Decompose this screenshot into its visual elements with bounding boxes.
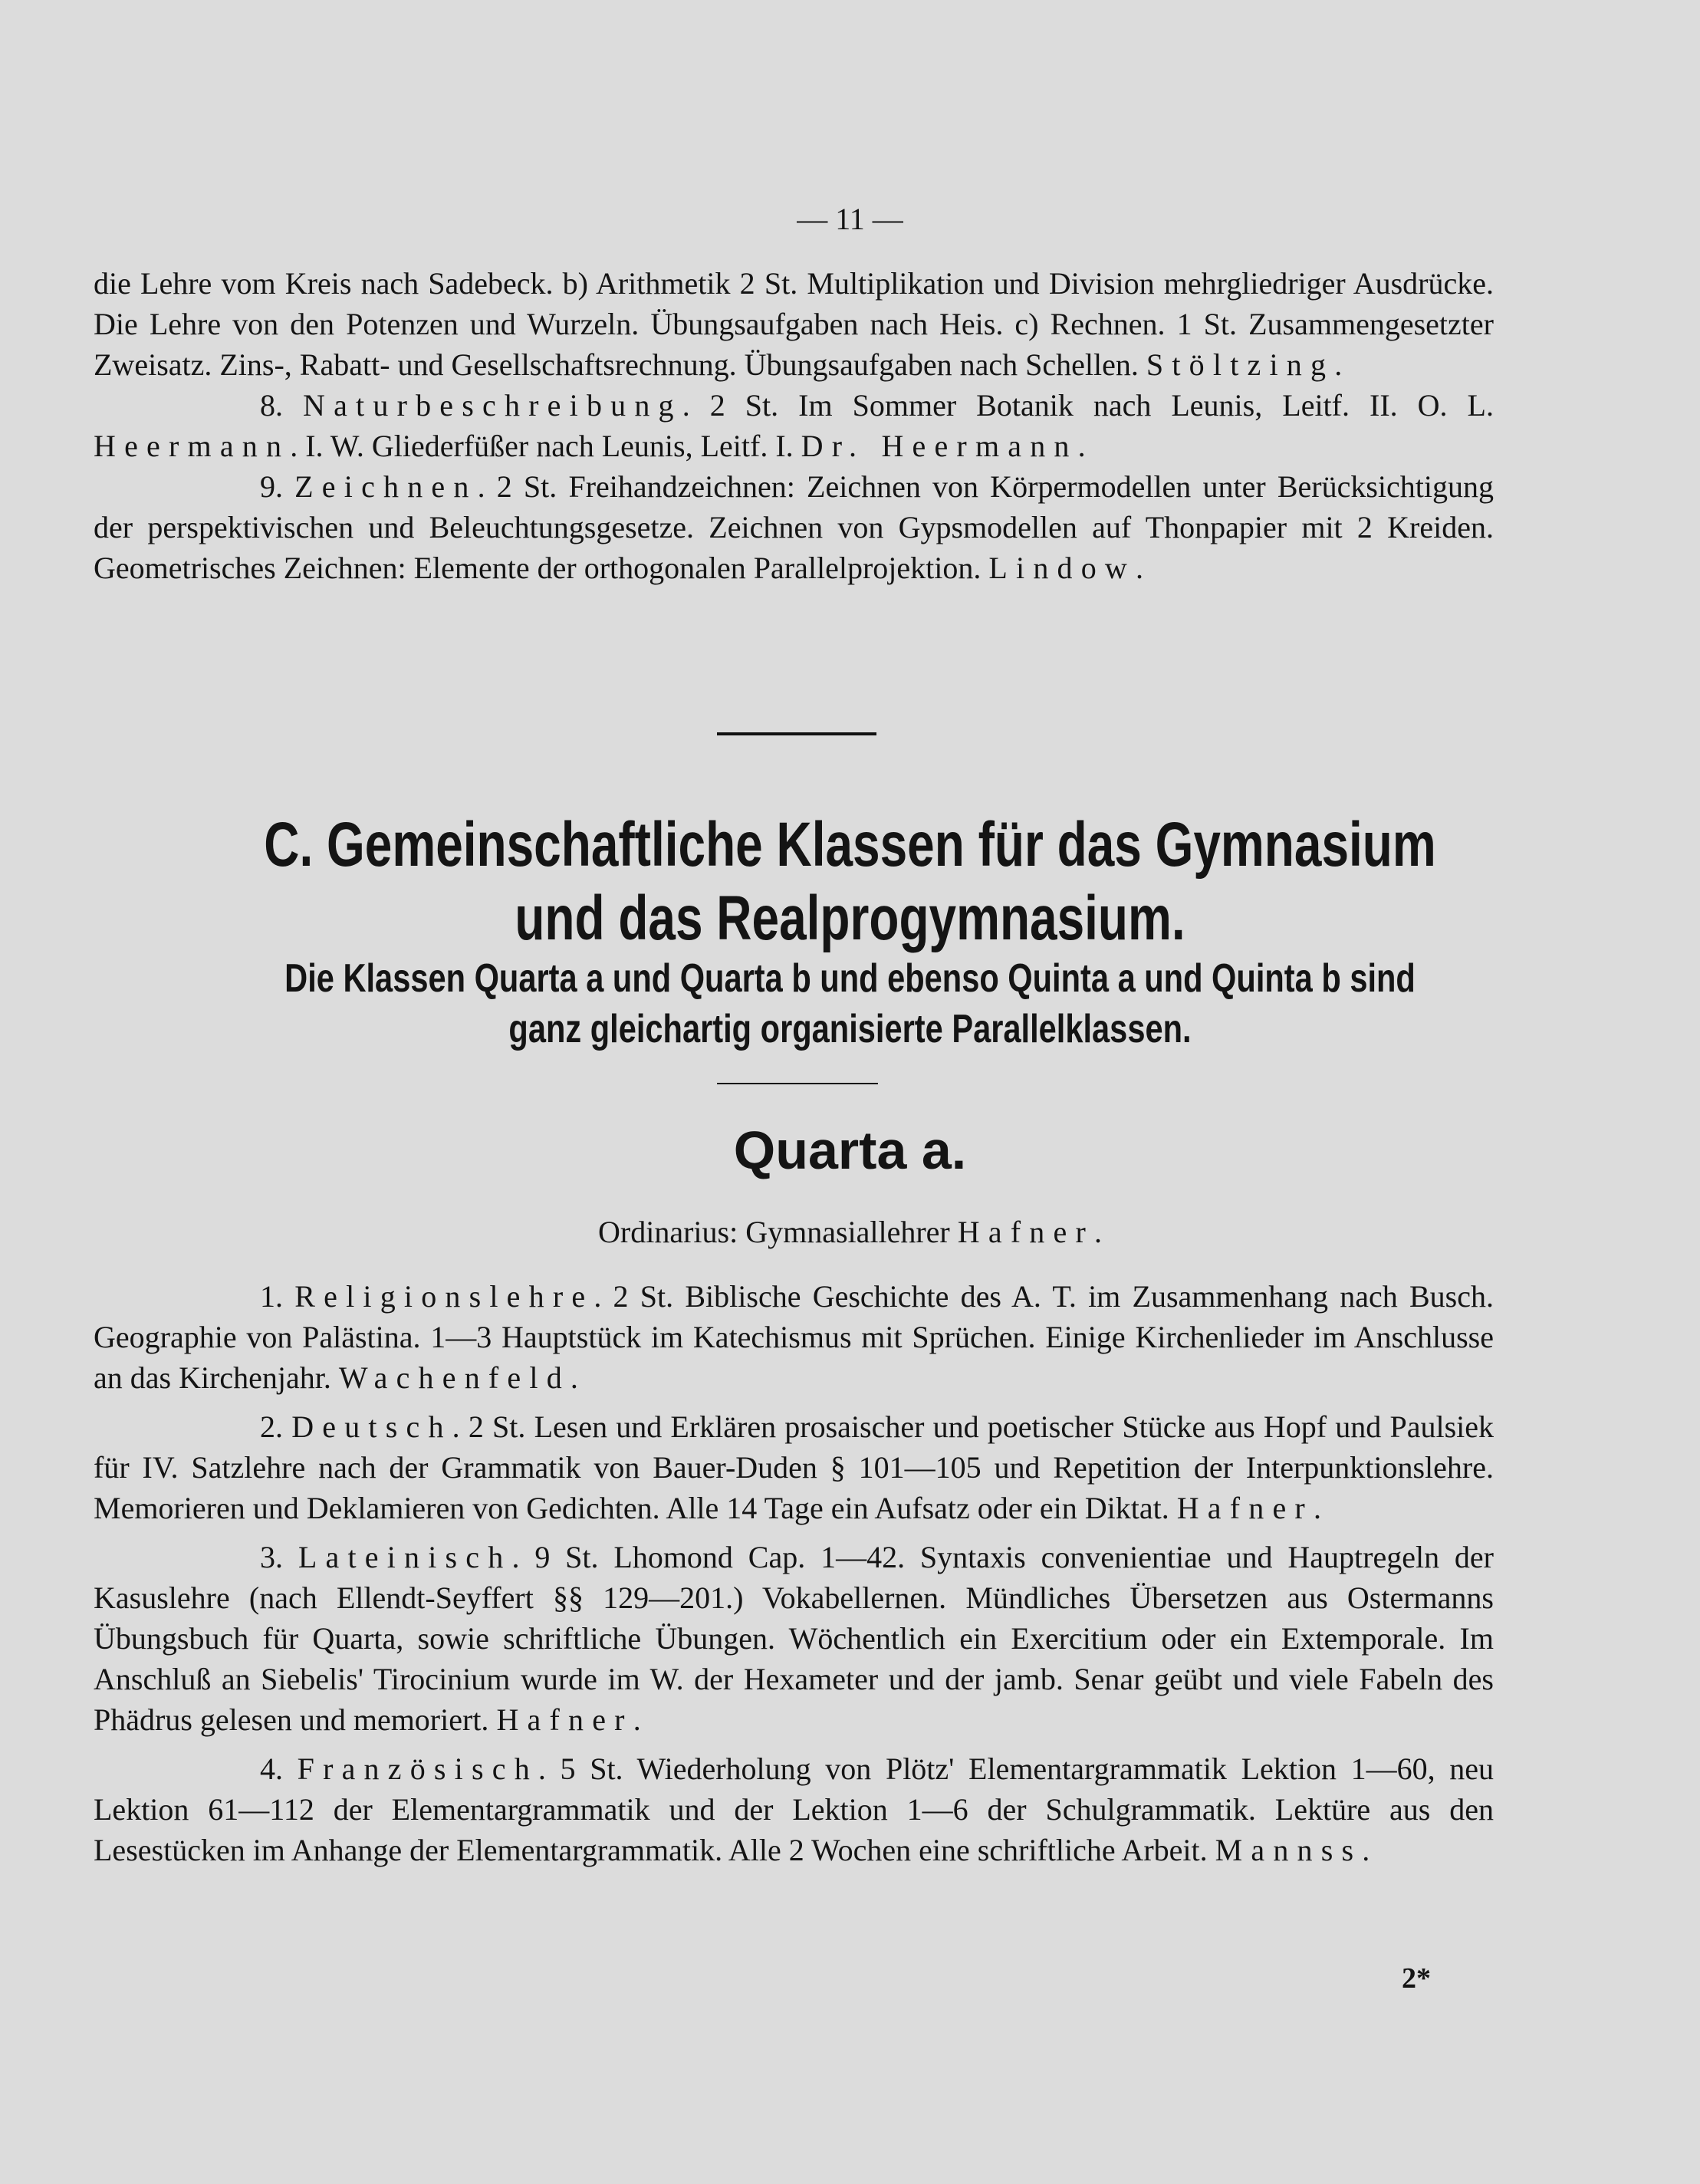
- section-subheading-line2: ganz gleichartig organisierte Parallelklassen.: [508, 1007, 1192, 1051]
- paragraph-text: . 5 St. Wiederholung von Plötz' Elementargrammatik Lektion 1—60, neu Lektion 61—112 der Elementargrammatik und der Lektion 1—6 der Schulgrammatik. Lektüre aus den Lesestücken im Anhange der Elementargrammatik. Alle 2 Wochen eine schriftliche Arbeit.: [94, 1751, 1494, 1867]
- paragraph-text: 8.: [260, 388, 304, 423]
- text-block-upper: [94, 263, 1494, 588]
- spaced-name: Zeichnen: [294, 469, 478, 504]
- class-title: Quarta a.: [733, 1120, 967, 1180]
- paragraph-text: 9.: [260, 469, 295, 504]
- paragraph: [94, 466, 1494, 588]
- section-subheading-line1: Die Klassen Quarta a und Quarta b und ebenso Quinta a und Quinta b sind: [284, 956, 1416, 1001]
- paragraph-text: . 2 St. Biblische Geschichte des A. T. im Zusammenhang nach Busch. Geographie von Palästina. 1—3 Hauptstück im Katechismus mit Sprüchen. Einige Kirchenlieder im Anschlusse an das Kirchenjahr.: [94, 1279, 1494, 1395]
- spaced-name: Mannss: [1215, 1833, 1363, 1867]
- paragraph-text: 2.: [260, 1409, 292, 1444]
- paragraph: [94, 1748, 1494, 1870]
- spaced-name: Heermann: [94, 429, 291, 463]
- paragraph-text: 1.: [260, 1279, 295, 1314]
- ordinarius-name: Hafner: [957, 1215, 1094, 1249]
- paragraph-text: . 9 St. Lhomond Cap. 1—42. Syntaxis convenientiae und Hauptregeln der Kasuslehre (nach Ellendt-Seyffert §§ 129—201.) Vokabellernen. Mündliches Übersetzen aus Ostermanns Übungsbuch für Quarta, sowie schriftliche Übungen. Wöchentlich ein Exercitium oder ein Extemporale. Im Anschluß an Siebelis' Tirocinium wurde im W. der Hexameter und der jamb. Senar geübt und viele Fabeln des Phädrus gelesen und memoriert.: [94, 1540, 1494, 1737]
- paragraph-text: .: [1077, 429, 1086, 463]
- paragraph: [94, 1276, 1494, 1398]
- spaced-name: Stöltzing: [1146, 347, 1335, 382]
- spaced-name: Dr. Heermann: [801, 429, 1078, 463]
- section-heading-line1: C. Gemeinschaftliche Klassen für das Gymnasium: [264, 810, 1436, 880]
- paragraph: [94, 263, 1494, 385]
- signature-mark: 2*: [1402, 1962, 1431, 1995]
- paragraph: [94, 1406, 1494, 1528]
- paragraph-text: .: [570, 1360, 578, 1395]
- spaced-name: Hafner: [496, 1702, 633, 1737]
- separator-rule: [717, 732, 876, 735]
- paragraph-text: . 2 St. Freihandzeichnen: Zeichnen von Körpermodellen unter Berücksichtigung der perspektivischen und Beleuchtungsgesetze. Zeichnen von Gypsmodellen auf Thonpapier mit 2 Kreiden. Geometrisches Zeichnen: Elemente der orthogonalen Parallelprojektion.: [94, 469, 1494, 585]
- paragraph-text: . 2 St. Im Sommer Botanik nach Leunis, Leitf. II. O. L.: [682, 388, 1494, 423]
- paragraph-text: 3.: [260, 1540, 298, 1574]
- section-heading-line2: und das Realprogymnasium.: [515, 883, 1185, 953]
- paragraph-text: . 2 St. Lesen und Erklären prosaischer und poetischer Stücke aus Hopf und Paulsiek für IV. Satzlehre nach der Grammatik von Bauer-Duden § 101—105 und Repetition der Interpunktionslehre. Memorieren und Deklamieren von Gedichten. Alle 14 Tage ein Aufsatz oder ein Diktat.: [94, 1409, 1494, 1525]
- page-number: — 11 —: [797, 202, 903, 236]
- paragraph-text: .: [1334, 347, 1343, 382]
- paragraph-text: 4.: [260, 1751, 298, 1786]
- paragraph: [94, 1537, 1494, 1740]
- paragraph-text: .: [1313, 1491, 1321, 1525]
- spaced-name: Naturbeschreibung: [303, 388, 682, 423]
- spaced-name: Französisch: [297, 1751, 538, 1786]
- paragraph-text: .: [1136, 551, 1144, 585]
- text-block-quarta: [94, 1276, 1494, 1870]
- spaced-name: Religionslehre: [294, 1279, 594, 1314]
- ordinarius-line: [0, 1214, 1700, 1250]
- spaced-name: Lateinisch: [298, 1540, 512, 1574]
- spaced-name: Lindow: [988, 551, 1136, 585]
- spaced-name: Deutsch: [291, 1409, 452, 1444]
- spaced-name: Wachenfeld: [338, 1360, 571, 1395]
- spaced-name: Hafner: [1176, 1491, 1314, 1525]
- paragraph-text: .: [633, 1702, 641, 1737]
- paragraph-text: . I. W. Gliederfüßer nach Leunis, Leitf. I.: [290, 429, 801, 463]
- paragraph: [94, 385, 1494, 466]
- ordinarius-end: .: [1094, 1215, 1102, 1249]
- paragraph-text: .: [1362, 1833, 1370, 1867]
- ordinarius-label: Ordinarius: Gymnasiallehrer: [598, 1215, 958, 1249]
- separator-rule-thin: [717, 1083, 878, 1084]
- paragraph-text: die Lehre vom Kreis nach Sadebeck. b) Arithmetik 2 St. Multiplikation und Division mehrgliedriger Ausdrücke. Die Lehre von den Potenzen und Wurzeln. Übungsaufgaben nach Heis. c) Rechnen. 1 St. Zusammengesetzter Zweisatz. Zins-, Rabatt- und Gesellschaftsrechnung. Übungsaufgaben nach Schellen.: [94, 266, 1494, 382]
